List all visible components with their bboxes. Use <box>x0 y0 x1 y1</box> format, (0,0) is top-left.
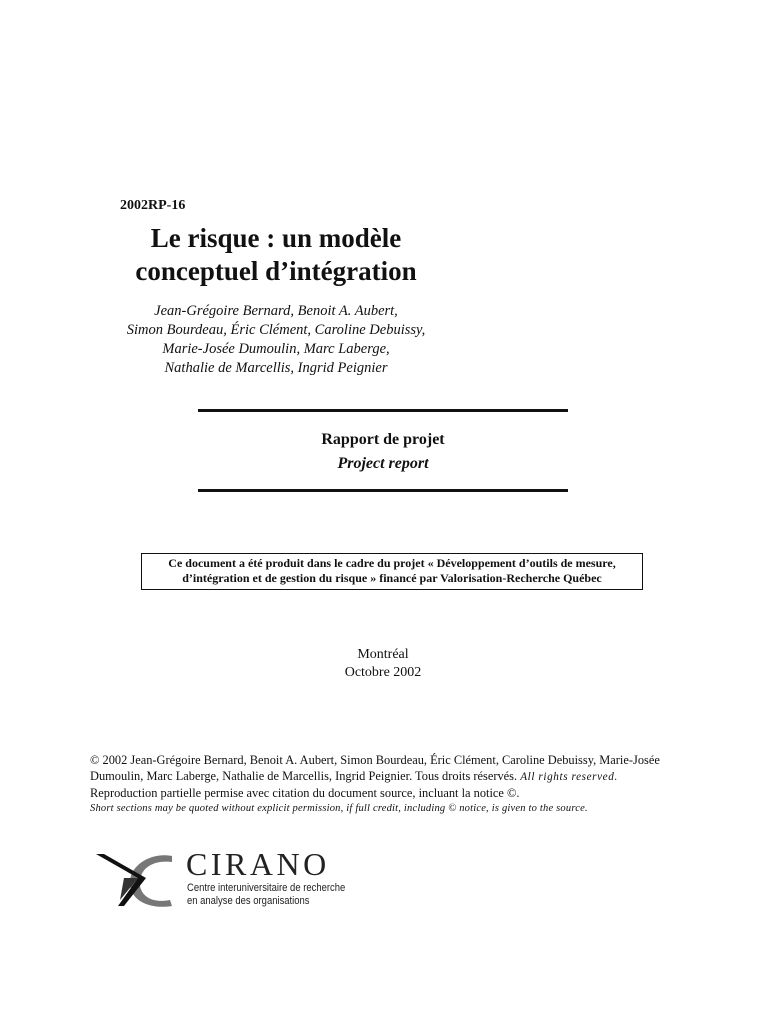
logo-sub-line-1: Centre interuniversitaire de recherche <box>187 882 346 894</box>
author-line: Jean-Grégoire Bernard, Benoit A. Aubert, <box>154 303 398 319</box>
all-rights-reserved: All rights reserved. <box>520 771 618 783</box>
report-type <box>198 428 568 476</box>
report-id: 2002RP-16 <box>120 198 186 213</box>
copyright-line-4: Short sections may be quoted without explicit permission, if full credit, including © notice, is given to the source. <box>90 803 588 814</box>
report-type-en: Project report <box>337 455 429 472</box>
notice-line-1: Ce document a été produit dans le cadre du projet « Développement d’outils de mesure, <box>168 556 616 570</box>
author-line: Nathalie de Marcellis, Ingrid Peignier <box>164 360 388 376</box>
place: Montréal <box>357 647 409 662</box>
report-type-fr: Rapport de projet <box>321 431 445 448</box>
document-title <box>0 222 552 288</box>
author-line: Simon Bourdeau, Éric Clément, Caroline Debuissy, <box>126 322 426 338</box>
divider-bottom <box>198 489 568 492</box>
copyright-line-2 <box>90 768 692 785</box>
authors-list <box>0 302 552 378</box>
place-date <box>198 646 568 682</box>
date: Octobre 2002 <box>344 665 422 680</box>
title-line-2: conceptuel d’intégration <box>135 256 417 286</box>
divider-top <box>198 409 568 412</box>
logo-name: CIRANO <box>186 846 330 882</box>
logo-subtitle <box>187 882 345 908</box>
copyright-line-1: © 2002 Jean-Grégoire Bernard, Benoit A. Aubert, Simon Bourdeau, Éric Clément, Caroline Debuissy, Marie-Josée <box>90 753 660 767</box>
funding-notice-box <box>141 553 643 590</box>
logo-sub-line-2: en analyse des organisations <box>187 895 310 907</box>
copyright-line-3: Reproduction partielle permise avec citation du document source, incluant la notice ©. <box>90 786 520 800</box>
notice-line-2: d’intégration et de gestion du risque » financé par Valorisation-Recherche Québec <box>182 571 602 585</box>
copyright-line-2-text: Dumoulin, Marc Laberge, Nathalie de Marcellis, Ingrid Peignier. Tous droits réservés. <box>90 769 518 783</box>
copyright-notice <box>90 752 692 817</box>
title-line-1: Le risque : un modèle <box>150 223 402 253</box>
author-line: Marie-Josée Dumoulin, Marc Laberge, <box>162 341 390 357</box>
